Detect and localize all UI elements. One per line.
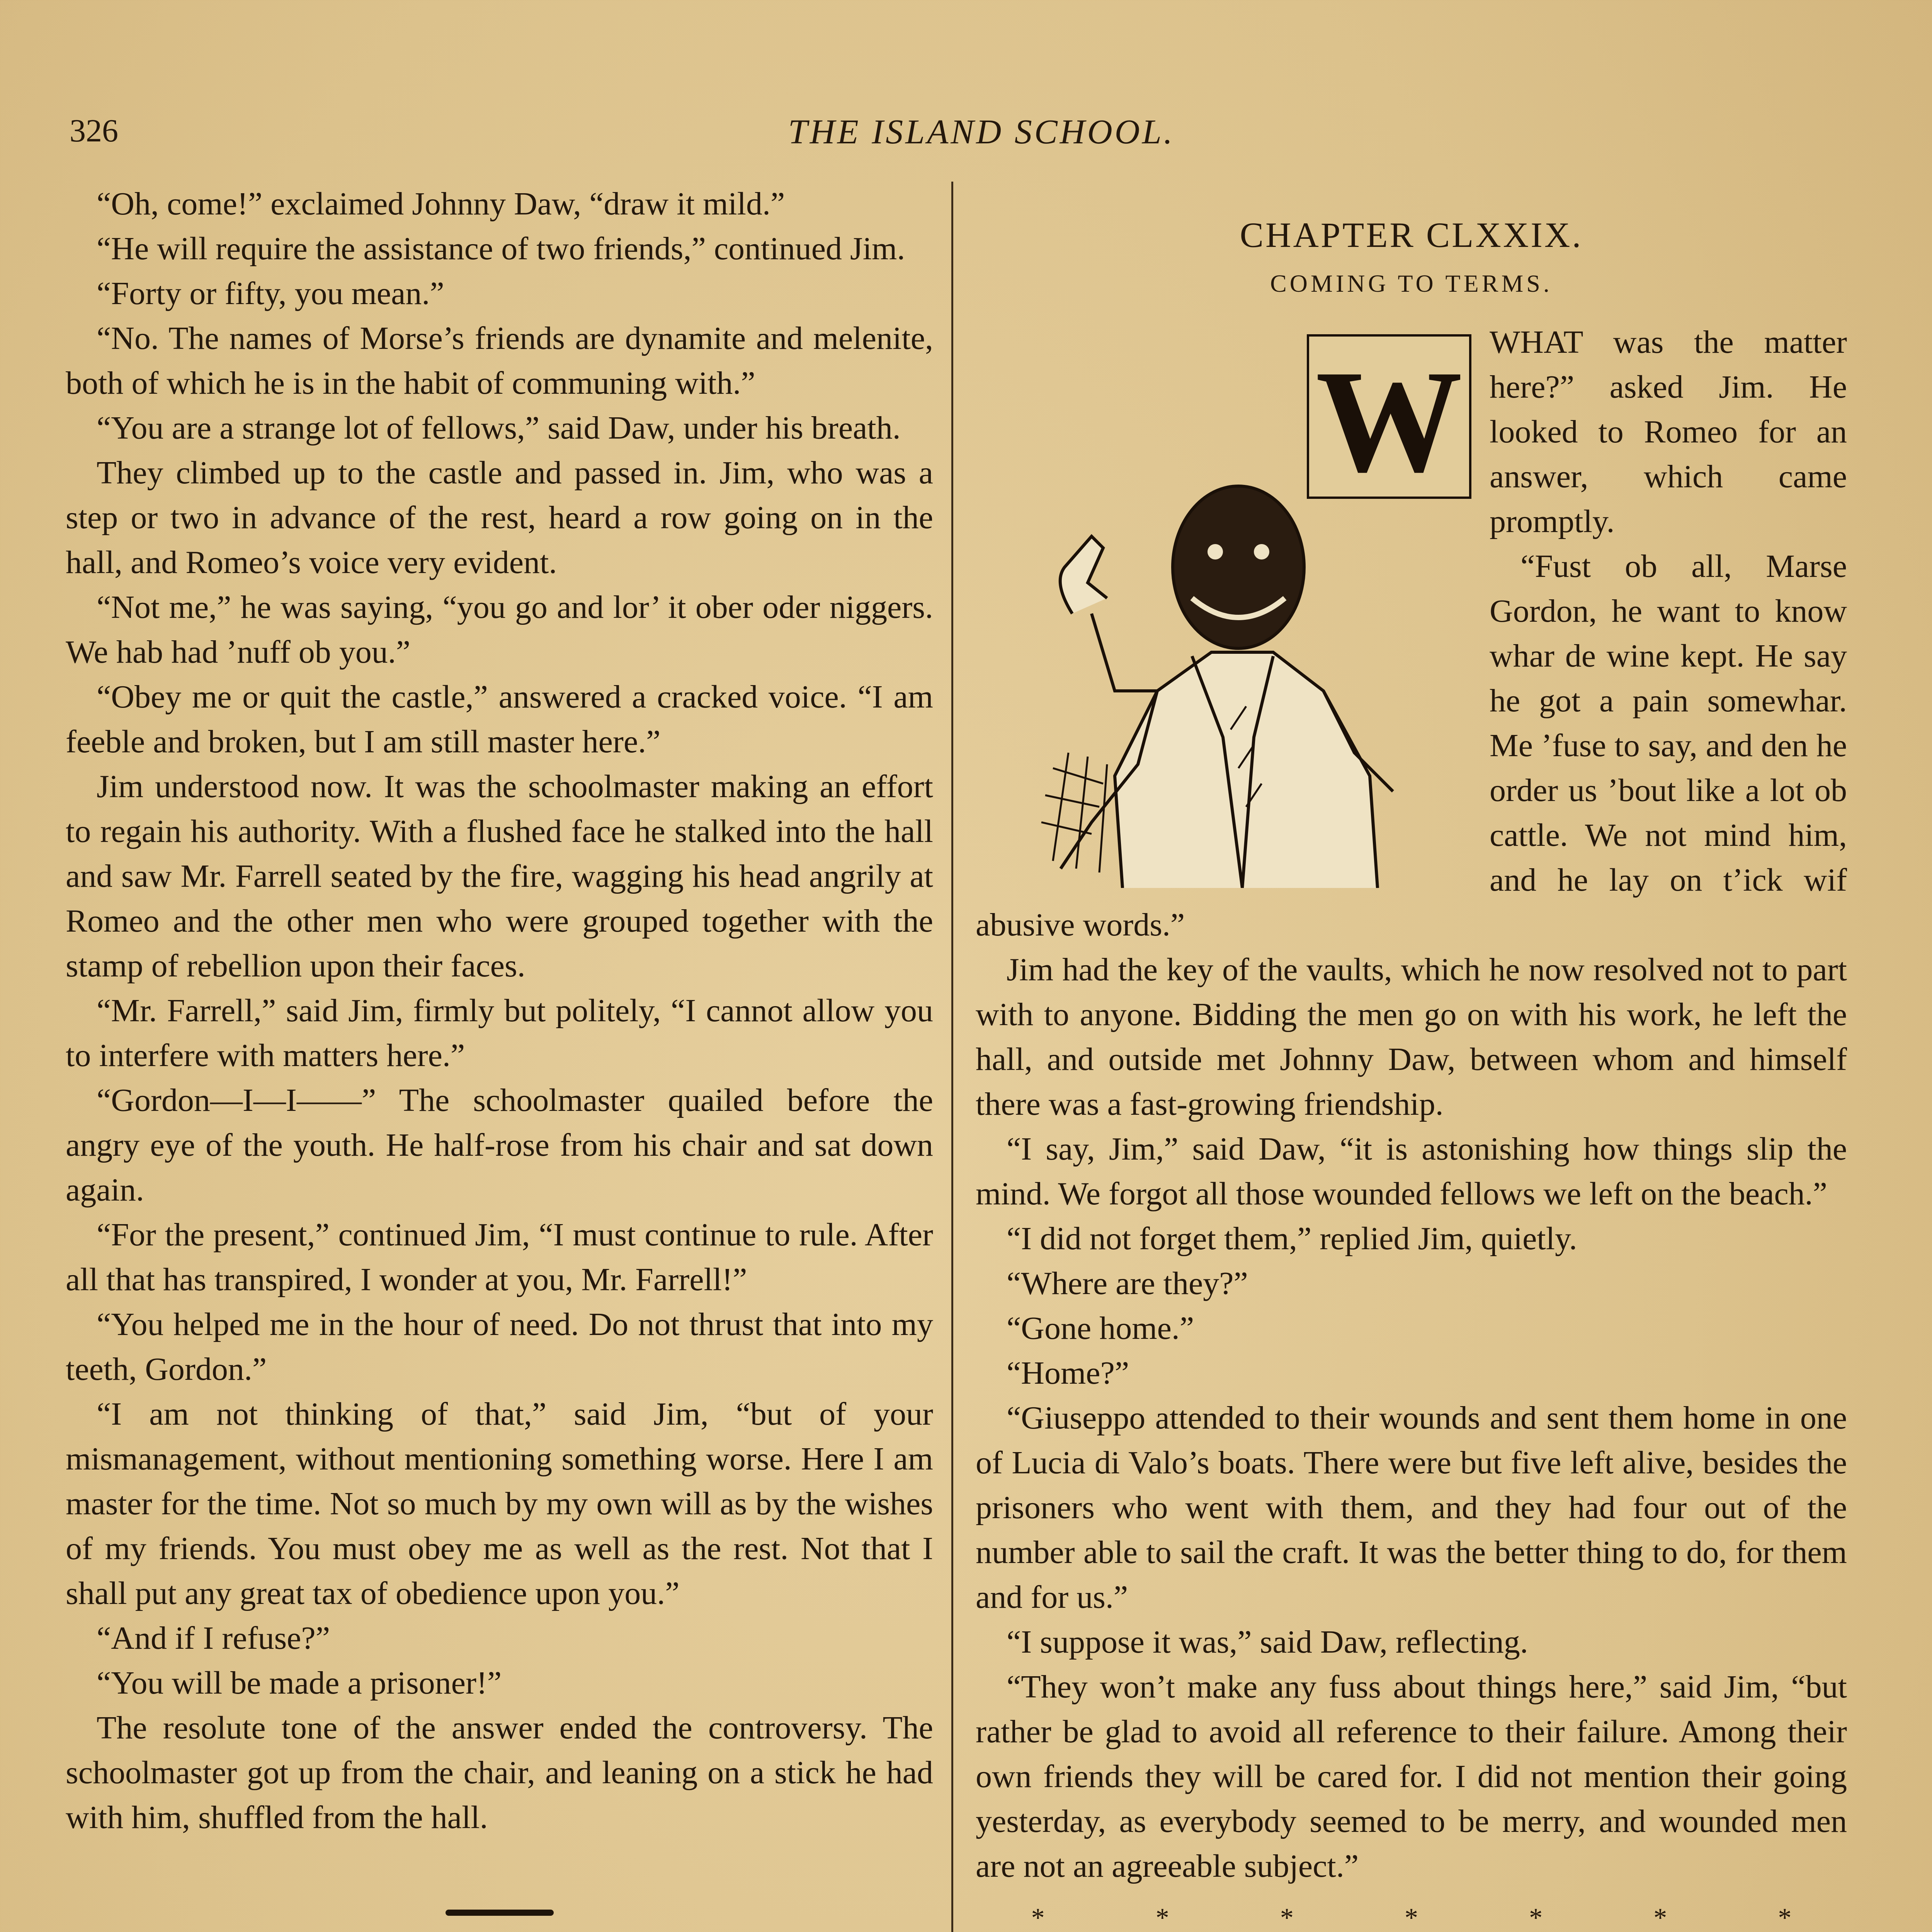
paragraph: “I am not thinking of that,” said Jim, “but of your mismanagement, without mentioning something worse. Here I am master for the time. Not so much by my own will as by the wishes of my friends. You must obey me as well as the rest. Not that I shall put any great tax of obedience upon you.” [66, 1396, 933, 1611]
section-break-stars [976, 1896, 1847, 1932]
running-title: THE ISLAND SCHOOL. [788, 113, 1175, 151]
star: * [1778, 1903, 1792, 1932]
column-divider [951, 182, 953, 1932]
page-number: 326 [70, 113, 118, 149]
paragraph: “No. The names of Morse’s friends are dynamite and melenite, both of which he is in the habit of communing with.” [66, 320, 933, 401]
drop-cap-w [1308, 335, 1470, 503]
paragraph: “For the present,” continued Jim, “I must continue to rule. After all that has transpired, I wonder at you, Mr. Farrell!” [66, 1217, 933, 1298]
paragraph: “Home?” [1007, 1355, 1129, 1391]
paragraph: “You will be made a prisoner!” [97, 1665, 502, 1701]
section-end-rule [446, 1910, 554, 1916]
chapter-title: CHAPTER CLXXIX. [1240, 215, 1583, 255]
paragraph: “Obey me or quit the castle,” answered a cracked voice. “I am feeble and broken, but I am still master here.” [66, 679, 933, 760]
star: * [1404, 1903, 1418, 1932]
page-header [62, 112, 1901, 162]
paragraph: “And if I refuse?” [97, 1620, 330, 1656]
svg-text:W: W [1316, 340, 1463, 503]
paragraph: “Not me,” he was saying, “you go and lor’ it ober oder niggers. We hab had ’nuff ob you.” [66, 589, 933, 670]
star: * [1653, 1903, 1667, 1932]
paragraph: Jim understood now. It was the schoolmaster making an effort to regain his authority. With a flushed face he stalked into the hall and saw Mr. Farrell seated by the fire, wagging his head angrily at Romeo and the other men who were grouped together with the stamp of rebellion upon their faces. [66, 769, 933, 984]
paragraph: “Oh, come!” exclaimed Johnny Daw, “draw it mild.” [97, 186, 785, 222]
paragraph: “Mr. Farrell,” said Jim, firmly but politely, “I cannot allow you to interfere with matters here.” [66, 993, 933, 1073]
star: * [1031, 1903, 1045, 1932]
paragraph: “Gone home.” [1007, 1310, 1194, 1346]
paragraph: “I say, Jim,” said Daw, “it is astonishing how things slip the mind. We forgot all those wounded fellows we left on the beach.” [976, 1131, 1847, 1212]
chapter-subtitle: COMING TO TERMS. [1270, 270, 1553, 297]
star: * [1529, 1903, 1543, 1932]
paragraph: “You helped me in the hour of need. Do not thrust that into my teeth, Gordon.” [66, 1306, 933, 1387]
paragraph: “He will require the assistance of two friends,” continued Jim. [97, 231, 905, 267]
paragraph: “They won’t make any fuss about things here,” said Jim, “but rather be glad to avoid all reference to their failure. Among their own friends they will be cared for. I did not mention their going yesterday, as everybody seemed to be merry, and wounded men are not an agreeable subject.” [976, 1669, 1847, 1884]
illustration-drawing [976, 320, 1478, 888]
star: * [1155, 1903, 1169, 1932]
paragraph: “Gordon—I—I——” The schoolmaster quailed before the angry eye of the youth. He half-rose from his chair and sat down again. [66, 1082, 933, 1208]
paragraph: “Where are they?” [1007, 1265, 1248, 1301]
paragraph: The resolute tone of the answer ended the controversy. The schoolmaster got up from the chair, and leaning on a stick he had with him, shuffled from the hall. [66, 1710, 933, 1835]
paragraph: They climbed up to the castle and passed in. Jim, who was a step or two in advance of the rest, heard a row going on in the hall, and Romeo’s voice very evident. [66, 455, 933, 580]
left-column [66, 182, 933, 1916]
chapter-illustration [976, 320, 1478, 888]
paragraph: “Forty or fifty, you mean.” [97, 276, 444, 311]
paragraph: Jim had the key of the vaults, which he now resolved not to part with to anyone. Bidding the men go on with his work, he left the hall, and outside met Johnny Daw, between whom and himself there was a fast-growing friendship. [976, 952, 1847, 1122]
paragraph: “I suppose it was,” said Daw, reflecting. [1007, 1624, 1528, 1660]
star: * [1280, 1903, 1294, 1932]
paragraph: “Fust ob all, Marse Gordon, he want to know whar de wine kept. He say he got a pain somewhar. Me ’fuse to say, and den he order us ’bout like a lot ob cattle. We not mind him, and he lay on t’ick wif abusive words.” [976, 548, 1847, 943]
right-column [976, 182, 1847, 1932]
paragraph: WHAT was the matter here?” asked Jim. He looked to Romeo for an answer, which came promptly. [1490, 324, 1847, 539]
paragraph: “You are a strange lot of fellows,” said Daw, under his breath. [97, 410, 901, 446]
paragraph: “Giuseppo attended to their wounds and sent them home in one of Lucia di Valo’s boats. There were but five left alive, besides the prisoners who went with them, and they had four out of the number able to sail the craft. It was the better thing to do, for them and for us.” [976, 1400, 1847, 1615]
paragraph: “I did not forget them,” replied Jim, quietly. [1007, 1221, 1577, 1257]
